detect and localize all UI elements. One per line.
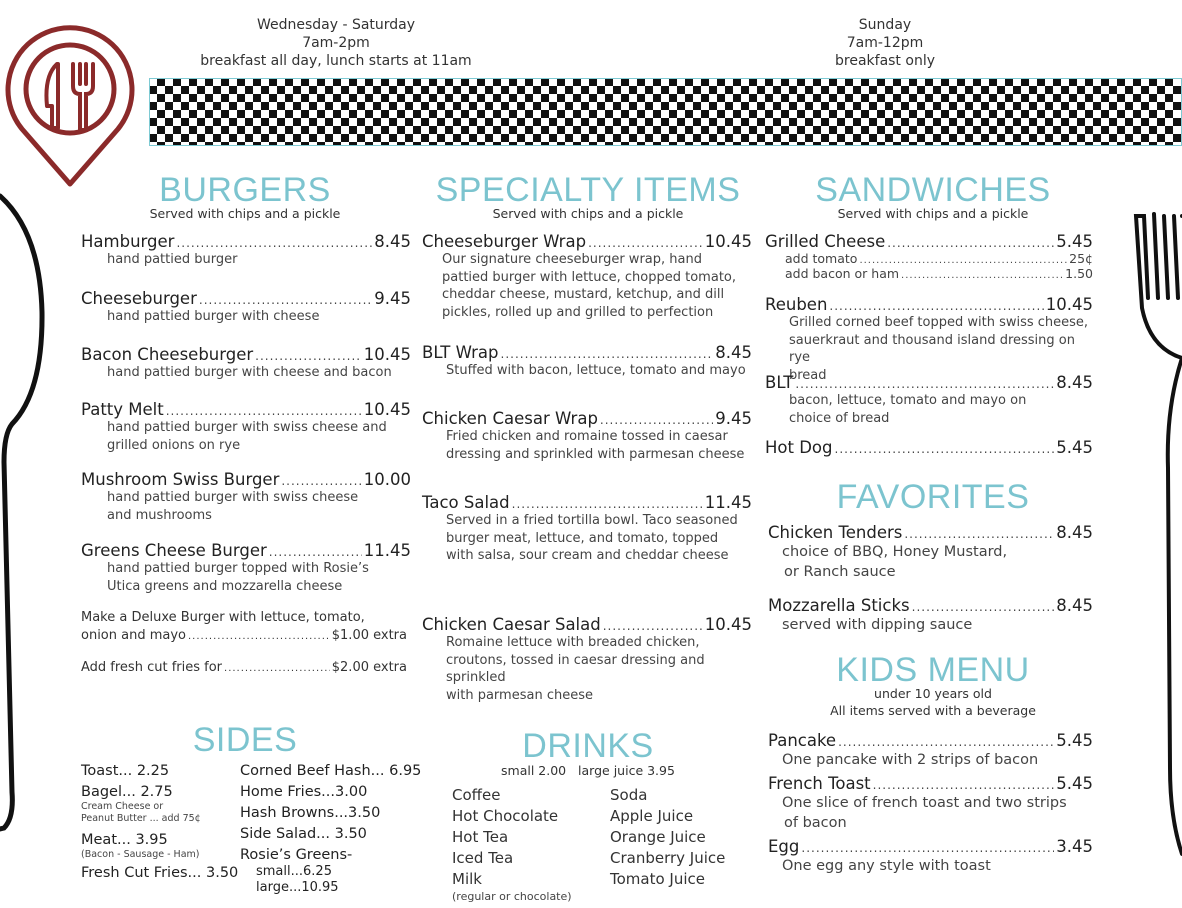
item-name: Hamburger	[81, 232, 175, 251]
menu-item	[422, 493, 752, 565]
drinks-subtitle: small 2.00 large juice 3.95	[501, 763, 675, 778]
menu-item	[81, 345, 411, 382]
item-price: 8.45	[1056, 523, 1093, 542]
addon-price: 25¢	[1069, 251, 1093, 266]
item-price: 8.45	[374, 232, 411, 251]
item-desc: and mushrooms	[107, 507, 212, 523]
sunday-note: breakfast only	[835, 53, 935, 69]
item-desc: One egg any style with toast	[782, 858, 991, 874]
item-name: Cheeseburger Wrap	[422, 232, 587, 251]
drink-item: Apple Juice	[610, 807, 694, 825]
side-note: (Bacon - Sausage - Ham)	[81, 849, 200, 860]
item-name: Cheeseburger	[81, 289, 197, 308]
item-desc: pattied burger with lettuce, chopped tomato,	[442, 269, 736, 285]
item-name: Chicken Caesar Salad	[422, 615, 601, 634]
menu-item	[422, 615, 752, 704]
item-name: Bacon Cheeseburger	[81, 345, 254, 364]
menu-item	[768, 774, 1093, 833]
item-desc: hand pattied burger	[107, 252, 238, 267]
item-name: Hot Dog	[765, 438, 833, 457]
item-name: Mozzarella Sticks	[768, 596, 910, 615]
sides-title: SIDES	[192, 721, 298, 759]
menu-item	[422, 409, 752, 463]
side-price: 6.95	[389, 763, 422, 779]
drink-item: Tomato Juice	[610, 870, 705, 888]
item-desc: Grilled corned beef topped with swiss cheese,	[789, 315, 1089, 330]
menu-item	[765, 438, 1093, 457]
side-price: 2.25	[136, 763, 170, 779]
item-price: 5.45	[1056, 731, 1093, 750]
item-desc: hand pattied burger with cheese	[107, 309, 320, 324]
fries-label: Add fresh cut fries for	[81, 660, 223, 675]
side-item	[240, 825, 367, 843]
drink-item: Coffee	[452, 786, 501, 804]
side-price: 2.75	[140, 784, 173, 800]
item-name: Chicken Tenders	[768, 523, 903, 542]
item-desc: choice of BBQ, Honey Mustard,	[782, 544, 1008, 560]
side-item	[240, 804, 380, 822]
item-desc: Utica greens and mozzarella cheese	[107, 578, 343, 594]
menu-item	[768, 523, 1093, 582]
weekday-note: breakfast all day, lunch starts at 11am	[200, 53, 472, 69]
item-price: 10.45	[704, 232, 752, 251]
item-price: 9.45	[715, 409, 752, 428]
item-name: Reuben	[765, 295, 828, 314]
item-price: 5.45	[1056, 232, 1093, 251]
drink-note: (regular or chocolate)	[452, 890, 572, 903]
menu-item	[81, 400, 411, 454]
drinks-col1	[452, 785, 572, 903]
favorites-title: FAVORITES	[836, 478, 1030, 516]
item-desc: Romaine lettuce with breaded chicken,	[446, 635, 700, 650]
item-price: 10.00	[363, 470, 411, 489]
side-label: Meat...	[81, 832, 131, 848]
side-price: 3.50	[206, 865, 239, 881]
sunday-time: 7am-12pm	[846, 35, 924, 51]
weekday-time: 7am-2pm	[302, 35, 370, 51]
item-desc: sauerkraut and thousand island dressing on rye	[789, 332, 1075, 365]
item-price: 8.45	[1056, 373, 1093, 392]
addon-label: add bacon or ham	[785, 266, 900, 281]
kids-title: KIDS MENU	[836, 651, 1030, 689]
weekday-hours	[186, 16, 486, 70]
menu-item	[422, 343, 752, 380]
item-price: 5.45	[1056, 438, 1093, 457]
side-price: 3.50	[348, 805, 381, 821]
sunday-hours	[800, 16, 970, 70]
item-price: 8.45	[715, 343, 752, 362]
side-label: Side Salad...	[240, 826, 331, 842]
item-desc: cheddar cheese, mustard, ketchup, and dill	[442, 287, 725, 302]
weekday-days: Wednesday - Saturday	[256, 17, 416, 33]
menu-item	[81, 470, 411, 524]
addon-label: add tomato	[785, 251, 858, 266]
drink-item: Soda	[610, 786, 648, 804]
side-price: 3.95	[135, 832, 168, 848]
item-name: Chicken Caesar Wrap	[422, 409, 598, 428]
spoon-icon	[0, 192, 50, 832]
item-desc: of bacon	[784, 815, 847, 831]
deluxe-price: $1.00 extra	[331, 628, 407, 643]
menu-item	[765, 232, 1093, 281]
menu-item	[768, 596, 1093, 635]
side-item	[81, 864, 238, 882]
item-price: 10.45	[363, 345, 411, 364]
deluxe-line1: Make a Deluxe Burger with lettuce, tomato,	[81, 610, 365, 625]
item-price: 5.45	[1056, 774, 1093, 793]
specialty-subtitle: Served with chips and a pickle	[492, 206, 684, 221]
menu-item	[81, 289, 411, 326]
side-price: large...10.95	[256, 880, 339, 895]
item-name: Pancake	[768, 731, 837, 750]
side-label: Home Fries...	[240, 784, 336, 800]
sandwiches-subtitle: Served with chips and a pickle	[837, 206, 1029, 221]
item-price: 10.45	[1045, 295, 1093, 314]
item-desc: dressing and sprinkled with parmesan cheese	[446, 446, 745, 462]
item-desc: Served in a fried tortilla bowl. Taco seasoned	[446, 513, 738, 528]
item-desc: burger meat, lettuce, and tomato, topped	[446, 530, 719, 546]
fries-note	[81, 659, 407, 678]
menu-item	[81, 541, 411, 595]
item-name: Egg	[768, 837, 800, 856]
item-price: 3.45	[1056, 837, 1093, 856]
item-price: 10.45	[363, 400, 411, 419]
kids-sub1: under 10 years old	[874, 686, 992, 701]
item-desc: bread	[789, 367, 827, 383]
side-label: Hash Browns...	[240, 805, 349, 821]
item-name: BLT Wrap	[422, 343, 499, 362]
drink-item: Iced Tea	[452, 849, 514, 867]
menu-item	[81, 232, 411, 269]
drinks-title: DRINKS	[522, 727, 654, 765]
drink-item: Orange Juice	[610, 828, 706, 846]
item-desc: or Ranch sauce	[784, 564, 896, 580]
item-name: Grilled Cheese	[765, 232, 886, 251]
drink-item: Milk	[452, 870, 482, 888]
kids-sub2: All items served with a beverage	[830, 703, 1036, 718]
drink-item: Hot Tea	[452, 828, 509, 846]
item-price: 9.45	[374, 289, 411, 308]
item-desc: bacon, lettuce, tomato and mayo on	[789, 393, 1027, 408]
item-name: French Toast	[768, 774, 871, 793]
menu-item	[765, 295, 1093, 384]
addon-row	[765, 251, 1093, 266]
item-desc: croutons, tossed in caesar dressing and sprinkled	[446, 652, 705, 685]
fries-price: $2.00 extra	[331, 660, 407, 675]
item-desc: hand pattied burger topped with Rosie’s	[107, 561, 369, 576]
item-desc: hand pattied burger with cheese and bacon	[107, 365, 392, 380]
checkered-banner	[149, 78, 1182, 146]
drink-item: Cranberry Juice	[610, 849, 726, 867]
side-label: Toast...	[81, 763, 133, 779]
menu-item	[768, 731, 1093, 770]
item-price: 10.45	[704, 615, 752, 634]
item-desc: One pancake with 2 strips of bacon	[782, 752, 1039, 768]
side-label: Rosie’s Greens-	[240, 847, 353, 863]
item-desc: grilled onions on rye	[107, 437, 241, 453]
deluxe-line2: onion and mayo	[81, 628, 186, 643]
deluxe-note	[81, 609, 407, 646]
menu-item	[765, 373, 1093, 427]
side-price: 3.50	[334, 826, 367, 842]
burgers-subtitle: Served with chips and a pickle	[149, 206, 341, 221]
side-price: 3.00	[335, 784, 368, 800]
side-note: Peanut Butter ... add 75¢	[81, 813, 201, 824]
side-item	[240, 783, 367, 801]
item-name: Patty Melt	[81, 400, 164, 419]
item-name: BLT	[765, 373, 794, 392]
side-label: Corned Beef Hash...	[240, 763, 385, 779]
fork-icon	[1128, 208, 1182, 858]
drink-item: Hot Chocolate	[452, 807, 559, 825]
item-desc: choice of bread	[789, 410, 890, 426]
item-name: Greens Cheese Burger	[81, 541, 267, 560]
item-price: 8.45	[1056, 596, 1093, 615]
item-desc: hand pattied burger with swiss cheese	[107, 490, 359, 505]
drinks-col2	[610, 785, 725, 890]
item-desc: hand pattied burger with swiss cheese and	[107, 420, 387, 435]
item-desc: One slice of french toast and two strips	[782, 795, 1067, 811]
item-desc: Our signature cheeseburger wrap, hand	[442, 252, 702, 267]
item-desc: with salsa, sour cream and cheddar cheese	[446, 548, 729, 563]
item-name: Taco Salad	[422, 493, 510, 512]
menu-item	[768, 837, 1093, 876]
item-price: 11.45	[704, 493, 752, 512]
side-item	[240, 846, 352, 896]
item-desc: with parmesan cheese	[446, 687, 593, 703]
side-item	[81, 831, 199, 861]
item-desc: pickles, rolled up and grilled to perfection	[442, 304, 714, 320]
item-desc: Fried chicken and romaine tossed in caesar	[446, 429, 728, 444]
fork-knife-pin-icon	[0, 14, 140, 189]
side-item	[240, 762, 421, 780]
sandwiches-title: SANDWICHES	[815, 171, 1051, 209]
side-item	[81, 762, 169, 780]
addon-price: 1.50	[1065, 266, 1093, 281]
item-desc: served with dipping sauce	[782, 617, 973, 633]
menu-item	[422, 232, 752, 321]
item-desc: Stuffed with bacon, lettuce, tomato and mayo	[446, 363, 746, 378]
sunday-days: Sunday	[858, 17, 912, 33]
item-price: 11.45	[363, 541, 411, 560]
burgers-title: BURGERS	[159, 171, 331, 209]
side-note: Cream Cheese or	[81, 801, 164, 812]
side-label: Fresh Cut Fries...	[81, 865, 202, 881]
side-item	[81, 783, 201, 825]
item-name: Mushroom Swiss Burger	[81, 470, 280, 489]
side-label: Bagel...	[81, 784, 136, 800]
side-price: small...6.25	[256, 864, 332, 879]
specialty-title: SPECIALTY ITEMS	[435, 171, 741, 209]
addon-row	[765, 266, 1093, 281]
